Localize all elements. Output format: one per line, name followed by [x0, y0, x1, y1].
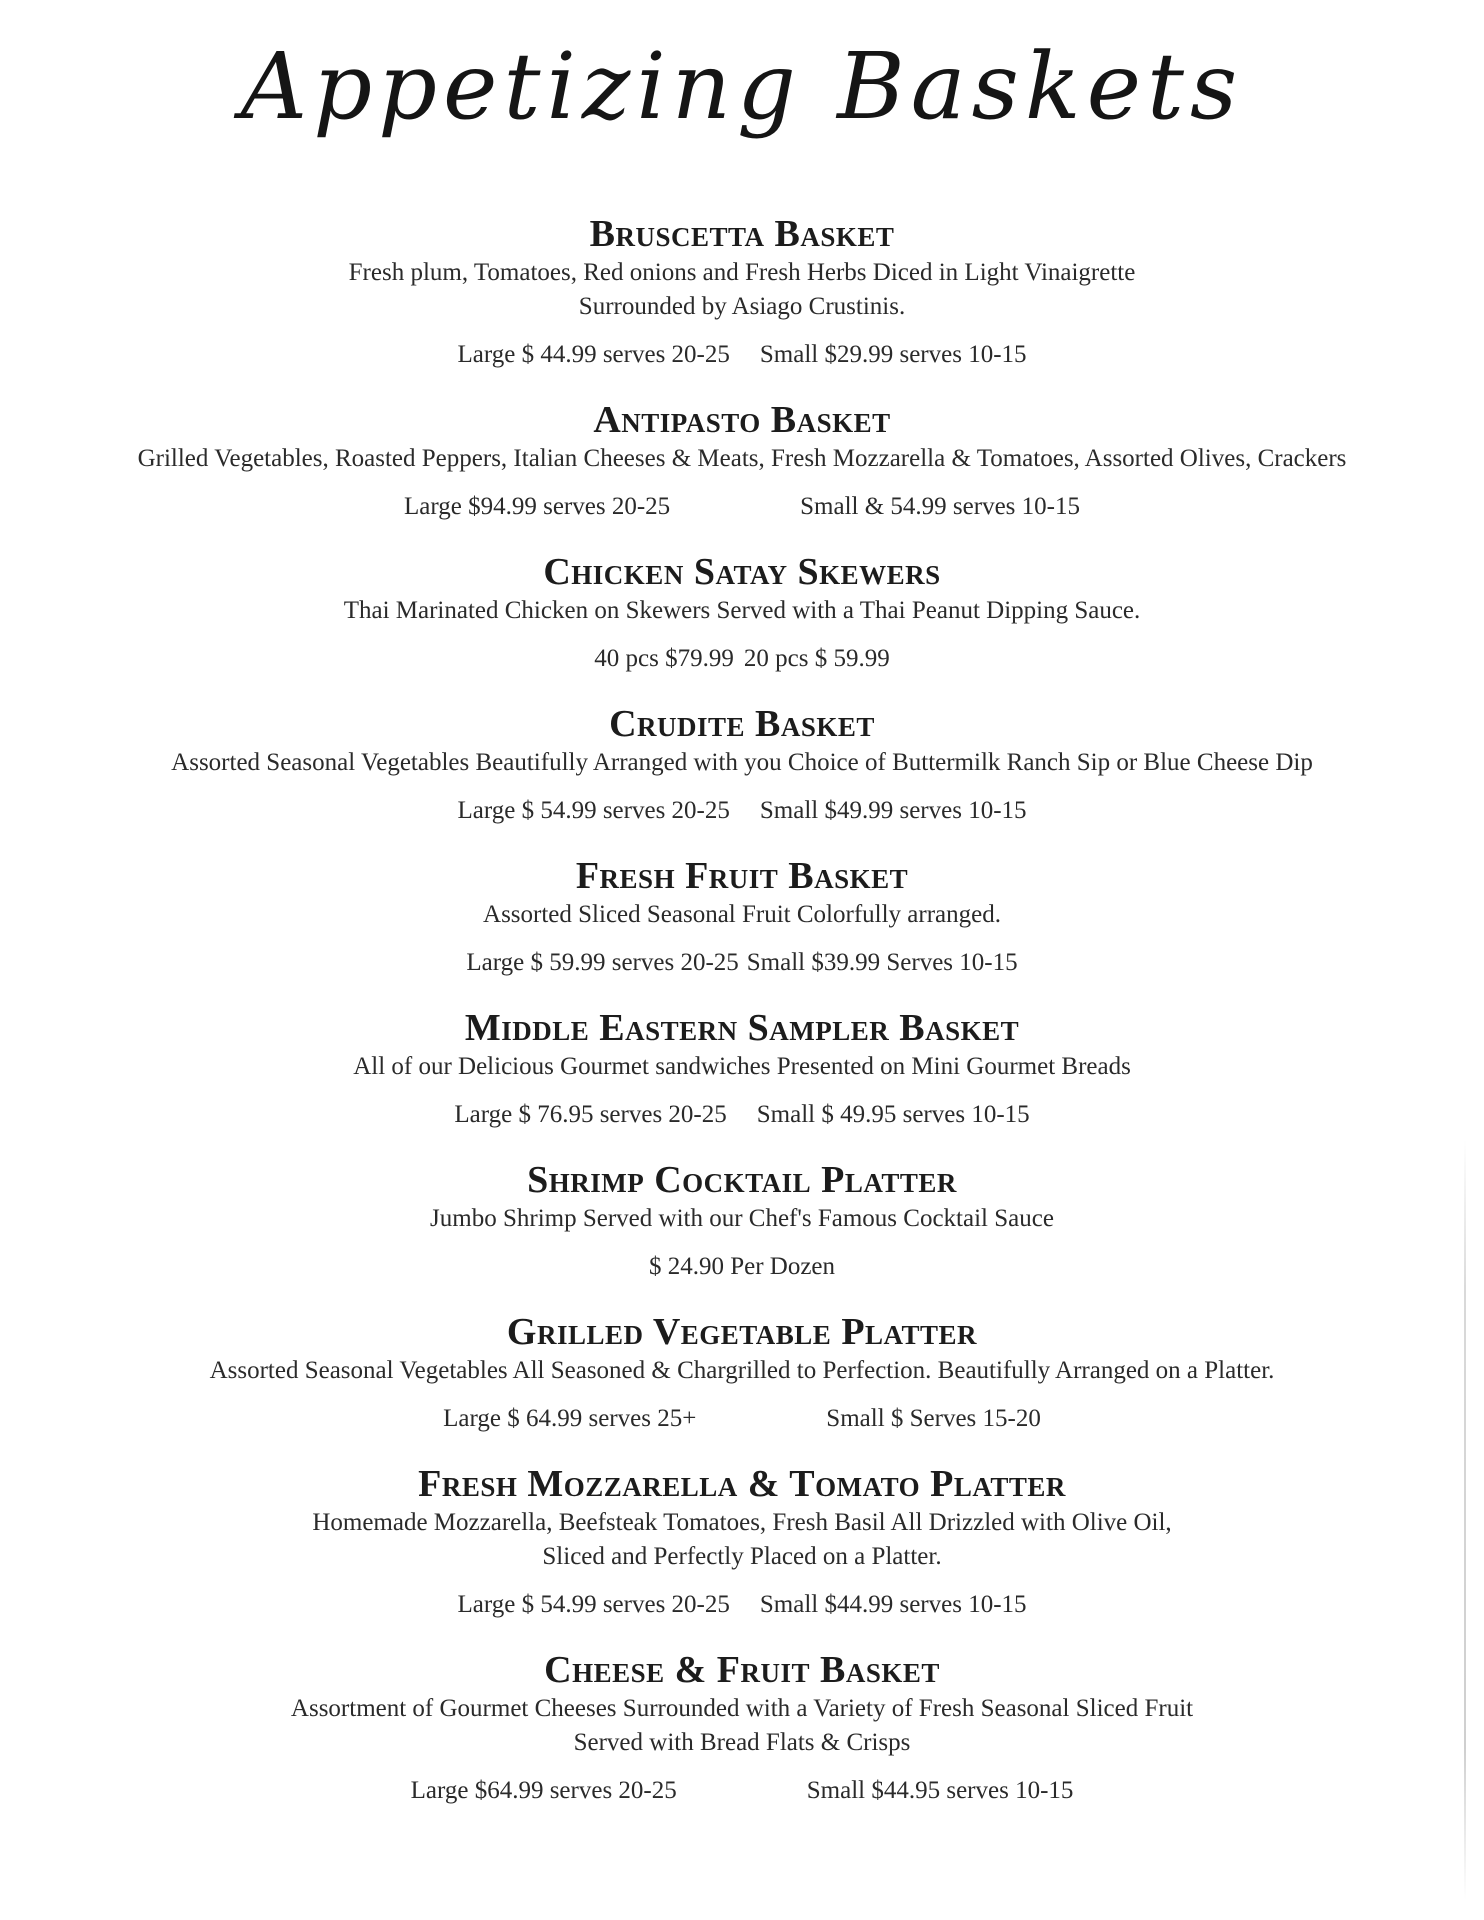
item-price-line: [0, 338, 1484, 372]
item-name: Bruscetta Basket: [589, 213, 895, 255]
menu-item-crudite-basket: [0, 702, 1484, 828]
menu-item-fresh-fruit-basket: [0, 854, 1484, 980]
menu-item-grilled-vegetable-platter: [0, 1310, 1484, 1436]
price-small: Small $ Serves 15-20: [826, 1405, 1041, 1432]
item-description-line: Grilled Vegetables, Roasted Peppers, Italian Cheeses & Meats, Fresh Mozzarella & Tomatoes, Assorted Olives, Crackers: [137, 445, 1347, 472]
menu-item-chicken-satay-skewers: [0, 550, 1484, 676]
price-per-dozen: $ 24.90 Per Dozen: [648, 1253, 836, 1280]
price-small: Small $ 49.95 serves 10-15: [756, 1101, 1030, 1128]
item-price-line: [0, 1588, 1484, 1622]
menu-item-antipasto-basket: [0, 398, 1484, 524]
price-large: 40 pcs $79.99: [594, 645, 734, 672]
price-large: Large $ 59.99 serves 20-25: [466, 949, 739, 976]
price-small: 20 pcs $ 59.99: [743, 645, 890, 672]
item-price-line: [0, 946, 1484, 980]
item-price-line: [0, 642, 1484, 676]
item-name: Fresh Mozzarella & Tomato Platter: [418, 1463, 1066, 1505]
item-description-line: Surrounded by Asiago Crustinis.: [578, 293, 906, 320]
item-name: Chicken Satay Skewers: [543, 551, 941, 593]
item-name: Middle Eastern Sampler Basket: [464, 1007, 1020, 1049]
menu-item-bruscetta-basket: [0, 212, 1484, 372]
price-small: Small & 54.99 serves 10-15: [800, 493, 1080, 520]
item-price-line: [0, 1774, 1484, 1808]
item-price-line: [0, 794, 1484, 828]
item-description-line: All of our Delicious Gourmet sandwiches Presented on Mini Gourmet Breads: [353, 1053, 1131, 1080]
item-description-line: Assorted Sliced Seasonal Fruit Colorfully arranged.: [483, 901, 1001, 928]
price-small: Small $44.95 serves 10-15: [806, 1777, 1074, 1804]
price-large: Large $94.99 serves 20-25: [404, 493, 671, 520]
price-small: Small $49.99 serves 10-15: [759, 797, 1027, 824]
menu-item-shrimp-cocktail-platter: [0, 1158, 1484, 1284]
price-small: Small $44.99 serves 10-15: [759, 1591, 1027, 1618]
item-description-line: Thai Marinated Chicken on Skewers Served with a Thai Peanut Dipping Sauce.: [343, 597, 1141, 624]
item-price-line: [0, 1098, 1484, 1132]
price-small: Small $39.99 Serves 10-15: [746, 949, 1018, 976]
menu-item-cheese-fruit-basket: [0, 1648, 1484, 1808]
price-small: Small $29.99 serves 10-15: [759, 341, 1027, 368]
page-title: Appetizing Baskets: [240, 33, 1244, 140]
item-description-line: Sliced and Perfectly Placed on a Platter.: [542, 1543, 942, 1570]
item-description-line: Fresh plum, Tomatoes, Red onions and Fresh Herbs Diced in Light Vinaigrette: [348, 259, 1136, 286]
item-name: Shrimp Cocktail Platter: [527, 1159, 957, 1201]
item-description-line: Served with Bread Flats & Crisps: [573, 1729, 911, 1756]
menu-item-middle-eastern-sampler-basket: [0, 1006, 1484, 1132]
item-price-line: [0, 490, 1484, 524]
item-description-line: Assortment of Gourmet Cheeses Surrounded with a Variety of Fresh Seasonal Sliced Fruit: [290, 1695, 1194, 1722]
menu-item-fresh-mozzarella-tomato-platter: [0, 1462, 1484, 1622]
item-name: Cheese & Fruit Basket: [544, 1649, 940, 1691]
price-large: Large $64.99 serves 20-25: [410, 1777, 677, 1804]
price-large: Large $ 44.99 serves 20-25: [457, 341, 730, 368]
item-price-line: [0, 1402, 1484, 1436]
price-large: Large $ 76.95 serves 20-25: [454, 1101, 727, 1128]
item-name: Fresh Fruit Basket: [575, 855, 909, 897]
item-name: Grilled Vegetable Platter: [506, 1311, 978, 1353]
price-large: Large $ 54.99 serves 20-25: [457, 1591, 730, 1618]
menu-list: [0, 212, 1484, 1834]
price-large: Large $ 64.99 serves 25+: [443, 1405, 697, 1432]
item-description-line: Assorted Seasonal Vegetables Beautifully Arranged with you Choice of Buttermilk Ranch Sip or Blue Cheese Dip: [171, 749, 1313, 776]
item-description-line: Assorted Seasonal Vegetables All Seasoned & Chargrilled to Perfection. Beautifully Arranged on a Platter.: [209, 1357, 1275, 1384]
item-description-line: Homemade Mozzarella, Beefsteak Tomatoes, Fresh Basil All Drizzled with Olive Oil,: [312, 1509, 1172, 1536]
item-price-line: [0, 1250, 1484, 1284]
item-description-line: Jumbo Shrimp Served with our Chef's Famous Cocktail Sauce: [430, 1205, 1054, 1232]
price-large: Large $ 54.99 serves 20-25: [457, 797, 730, 824]
item-name: Crudite Basket: [609, 703, 875, 745]
scan-edge-line: [1464, 1140, 1466, 1900]
item-name: Antipasto Basket: [593, 399, 891, 441]
